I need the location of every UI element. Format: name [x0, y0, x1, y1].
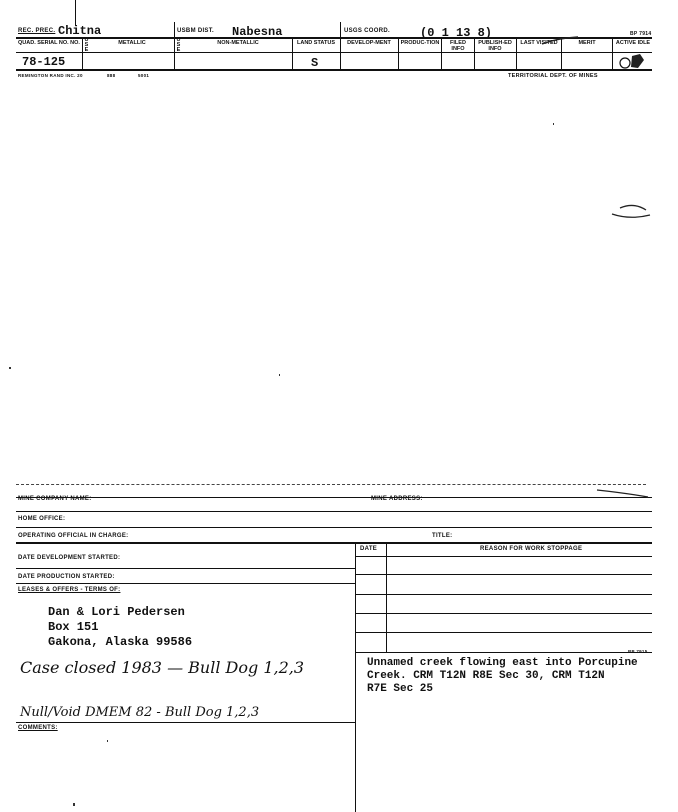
- printer-label: REMINGTON RAND INC. 20: [18, 73, 83, 78]
- date-production-label: DATE PRODUCTION STARTED:: [18, 574, 115, 580]
- form-number-top: BP 7914: [630, 31, 652, 37]
- title-label: TITLE:: [432, 533, 453, 539]
- development-label: DEVELOP-MENT: [347, 40, 391, 46]
- location-description: [367, 657, 638, 696]
- printer-code-1: 888: [107, 73, 116, 78]
- handwritten-note-closed: Case closed 1983 — Bull Dog 1,2,3: [20, 658, 305, 677]
- mine-company-label: MINE COMPANY NAME:: [18, 496, 92, 502]
- home-office-label: HOME OFFICE:: [18, 516, 66, 522]
- published-info-label: PUBLISH-ED INFO: [478, 40, 512, 52]
- operating-official-label: OPERATING OFFICIAL IN CHARGE:: [18, 533, 129, 539]
- form-number-mid: BP 7915: [628, 649, 648, 654]
- owner-line: Gakona, Alaska 99586: [48, 635, 193, 649]
- scan-mark-top-right: [595, 487, 650, 499]
- owner-address: [48, 605, 192, 650]
- leases-label: LEASES & OFFERS - TERMS OF:: [18, 587, 121, 593]
- production-label: PRODUC-TION: [400, 40, 440, 46]
- land-status-label: LAND STATUS: [297, 40, 335, 46]
- pencil-tick-mark: [540, 36, 580, 46]
- punch-mark: [75, 0, 76, 26]
- printer-code-2: 5001: [138, 73, 150, 78]
- comments-label: COMMENTS:: [18, 725, 58, 731]
- card-cut-line: [16, 484, 646, 485]
- rec-prec-label: REC. PREC.: [18, 28, 56, 34]
- last-visited-label: LAST VISITED: [520, 40, 558, 46]
- location-line: Unnamed creek flowing east into Porcupine: [367, 657, 638, 669]
- date-column-header: DATE: [360, 546, 378, 552]
- scan-mark-right: [610, 200, 655, 222]
- card-rule-bottom: [16, 69, 652, 71]
- reason-column-header: REASON FOR WORK STOPPAGE: [480, 546, 583, 552]
- card-divider: [355, 542, 356, 812]
- merit-label: MERIT: [578, 40, 596, 46]
- non-metallic-label: NON-METALLIC: [217, 40, 259, 46]
- handwritten-note-void: Null/Void DMEM 82 - Bull Dog 1,2,3: [20, 705, 260, 720]
- usbm-dist-value: Nabesna: [232, 25, 283, 39]
- card-rule-mid: [16, 52, 652, 53]
- metallic-label: METALLIC: [118, 40, 146, 46]
- location-line: Creek. CRM T12N R8E Sec 30, CRM T12N: [367, 670, 605, 682]
- filed-info-label: FILED INFO: [450, 40, 466, 52]
- active-circle-mark: [618, 52, 648, 72]
- quad-serial-value: 78-125: [22, 55, 66, 69]
- use-label-metallic: U S E: [84, 37, 89, 53]
- usgs-coord-label: USGS COORD.: [344, 28, 390, 34]
- mine-address-label: MINE ADDRESS:: [371, 496, 423, 502]
- owner-line: Box 151: [48, 620, 99, 634]
- land-status-value: S: [311, 56, 319, 70]
- location-line: R7E Sec 25: [367, 683, 434, 695]
- owner-line: Dan & Lori Pedersen: [48, 605, 185, 619]
- use-label-non-metallic: U S E: [176, 37, 181, 53]
- usbm-dist-label: USBM DIST.: [177, 28, 215, 34]
- usgs-coord-value: (0 1 13 8): [420, 26, 493, 40]
- department-label: TERRITORIAL DEPT. OF MINES: [508, 73, 598, 79]
- date-development-label: DATE DEVELOPMENT STARTED:: [18, 555, 121, 561]
- active-idle-label: ACTIVE IDLE: [615, 40, 651, 46]
- rec-prec-value: Chitna: [58, 24, 102, 38]
- quad-serial-label: QUAD. SERIAL NO. NO.: [18, 40, 80, 46]
